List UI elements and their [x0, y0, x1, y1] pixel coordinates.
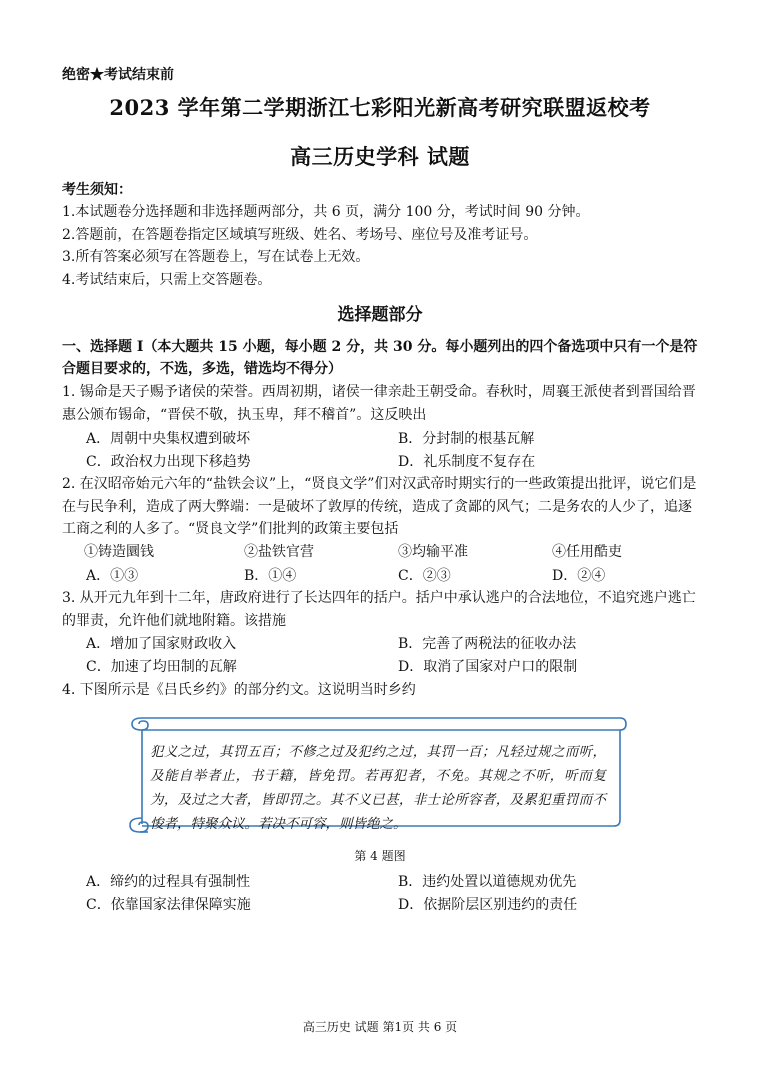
question-1-option-c[interactable]: C．政治权力出现下移趋势: [86, 454, 251, 470]
question-2-stem: 2. 在汉昭帝始元六年的“盐铁会议”上，“贤良文学”们对汉武帝时期实行的一些政策提出批评，说它们是在与民争利，造成了两大弊端：一是破坏了敦厚的传统，造成了贪鄙的风气；二是务农的人少了，追逐工商之利的人多了。“贤良文学”们批判的政策主要包括: [62, 476, 697, 537]
question-2-item: ②盐铁官营: [244, 544, 314, 560]
question-4-option-c[interactable]: C．依靠国家法律保障实施: [86, 897, 251, 913]
part-heading: 一、选择题 I（本大题共 15 小题，每小题 2 分，共 30 分。每小题列出的四个备选项中只有一个是符合题目要求的，不选，多选，错选均不得分）: [62, 339, 698, 377]
notice-item: 4.考试结束后，只需上交答题卷。: [62, 272, 272, 288]
question-3-option-d[interactable]: D．取消了国家对户口的限制: [398, 659, 578, 675]
notice-item: 3.所有答案必须写在答题卷上，写在试卷上无效。: [62, 249, 370, 265]
exam-title: 2023 学年第二学期浙江七彩阳光新高考研究联盟返校考: [109, 95, 651, 120]
question-2-item: ①铸造圜钱: [84, 544, 154, 560]
question-2-option-d[interactable]: D．②④: [552, 568, 606, 584]
question-2-option-c[interactable]: C．②③: [398, 568, 451, 584]
excerpt-text: 犯义之过，其罚五百；不修之过及犯约之过，其罚一百；凡轻过规之而听，及能自举者止，书于籍，皆免罚。若再犯者，不免。其规之不听，听而复为，及过之大者，皆即罚之。其不义已甚，非士论所容者，及累犯重罚而不悛者，特聚众议。若决不可容，则皆绝之。: [150, 744, 606, 832]
question-1-option-d[interactable]: D．礼乐制度不复存在: [398, 454, 536, 470]
question-2-option-b[interactable]: B．①④: [244, 568, 297, 584]
figure-caption: 第 4 题图: [354, 849, 406, 863]
question-3-option-c[interactable]: C．加速了均田制的瓦解: [86, 659, 237, 675]
page-footer: 高三历史 试题 第1页 共 6 页: [302, 1020, 458, 1034]
question-2-item: ③均输平准: [398, 544, 468, 560]
question-3-option-b[interactable]: B．完善了两税法的征收办法: [398, 636, 577, 652]
question-1-option-a[interactable]: A．周朝中央集权遭到破坏: [86, 431, 251, 447]
exam-subtitle: 高三历史学科 试题: [290, 144, 470, 169]
question-4-option-d[interactable]: D．依据阶层区别违约的责任: [398, 897, 578, 913]
question-1-option-b[interactable]: B．分封制的根基瓦解: [398, 431, 535, 447]
notice-item: 2.答题前，在答题卷指定区域填写班级、姓名、考场号、座位号及准考证号。: [62, 227, 538, 243]
section-title: 选择题部分: [337, 305, 423, 325]
question-4-stem: 4. 下图所示是《吕氏乡约》的部分约文。这说明当时乡约: [62, 682, 416, 698]
question-2-item: ④任用酷吏: [552, 544, 622, 560]
question-4-option-b[interactable]: B．违约处置以道德规劝优先: [398, 874, 577, 890]
question-3-stem: 3. 从开元九年到十二年，唐政府进行了长达四年的括户。括户中承认逃户的合法地位，不追究逃户逃亡的罪责，允许他们就地附籍。该措施: [62, 590, 696, 629]
secret-label: 绝密★考试结束前: [62, 67, 174, 83]
question-3-option-a[interactable]: A．增加了国家财政收入: [86, 636, 237, 652]
question-1-stem: 1. 锡命是天子赐予诸侯的荣誉。西周初期，诸侯一律亲赴王朝受命。春秋时，周襄王派使者到晋国给晋惠公颁布锡命，“晋侯不敬，执玉卑，拜不稽首”。这反映出: [62, 384, 696, 423]
scroll-figure: [128, 714, 628, 832]
notice-heading: 考生须知：: [62, 182, 132, 198]
notice-item: 1.本试题卷分选择题和非选择题两部分，共 6 页，满分 100 分，考试时间 90 分钟。: [62, 204, 590, 220]
question-4-option-a[interactable]: A．缔约的过程具有强制性: [86, 874, 251, 890]
question-2-option-a[interactable]: A．①③: [86, 568, 139, 584]
